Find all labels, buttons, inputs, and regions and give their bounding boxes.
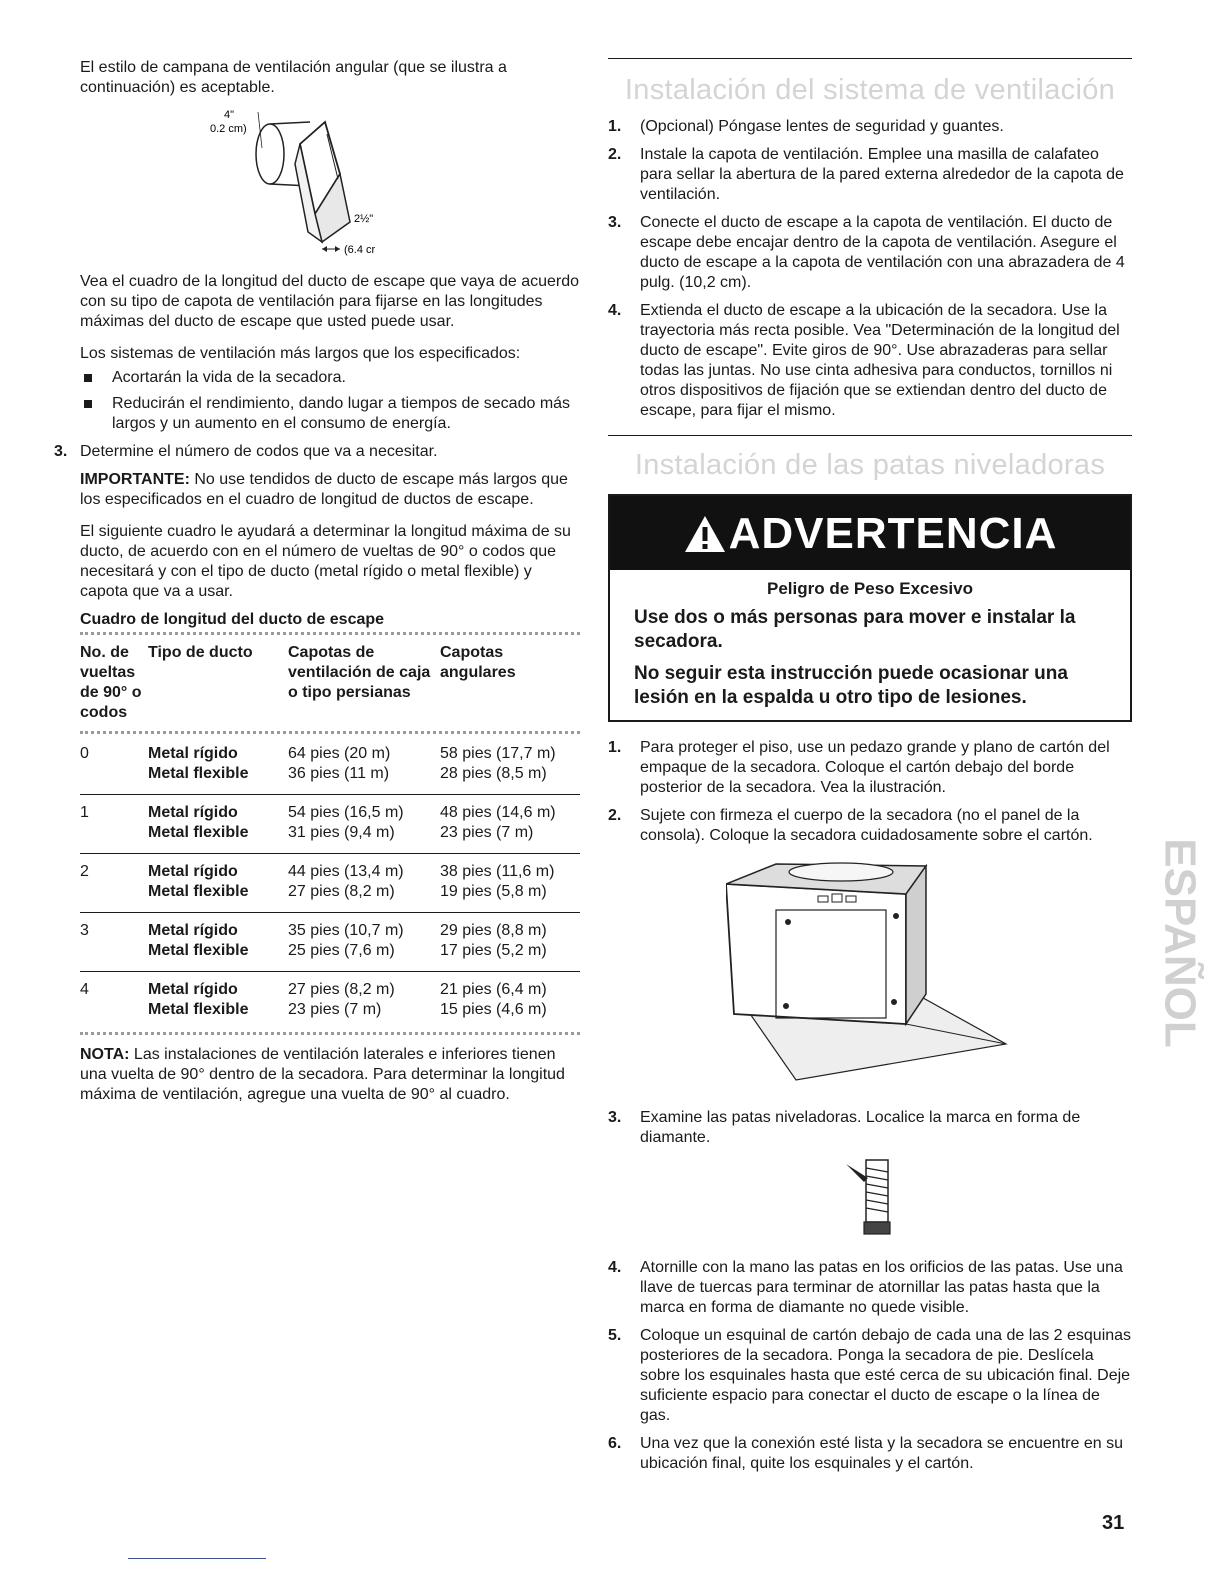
language-side-tab: [1150, 818, 1204, 1068]
footer-rule: [128, 1558, 266, 1559]
list-item: [608, 1108, 1132, 1148]
step-text: Conecte el ducto de escape a la capota de ventilación. El ducto de escape debe encajar dentro de la capota de ventilación. Asegure el ducto de escape a la capota de ventilación con una abrazadera de 4 pulg. (10,2 cm).: [640, 214, 1125, 291]
cell-rigid: Metal rígido: [148, 745, 238, 762]
hood-dim-2half-cm: (6.4 cr: [344, 244, 376, 256]
exhaust-length-table: [80, 637, 580, 1030]
list-item: [608, 1326, 1132, 1426]
leveling-leg-drawing: [844, 1156, 904, 1238]
leveling-legs-heading: Instalación de las patas niveladoras: [634, 449, 1106, 481]
cell-angled-rigid: 38 pies (11,6 m): [440, 863, 555, 880]
step-number: 3.: [54, 443, 68, 460]
step-number: 5.: [608, 1327, 622, 1344]
cell-turns: 1: [80, 795, 148, 854]
cell-angled-hood: [440, 854, 580, 913]
header-turns: No. de vueltas de 90° o codos: [80, 644, 142, 721]
cell-flexible: Metal flexible: [148, 765, 249, 782]
step-text: Una vez que la conexión esté lista y la secadora se encuentre en su ubicación final, quite los esquinales y el cartón.: [640, 1435, 1123, 1472]
warning-header: [610, 496, 1130, 570]
section-top-rule: [608, 58, 1132, 59]
step-number: 6.: [608, 1435, 622, 1452]
cell-box-flexible: 31 pies (9,4 m): [288, 824, 395, 841]
cell-box-rigid: 64 pies (20 m): [288, 745, 391, 762]
hood-dim-4in-cm: 0.2 cm): [210, 123, 247, 135]
table-title: Cuadro de longitud del ducto de escape: [80, 611, 385, 628]
list-item: [608, 301, 1132, 421]
table-header-row: [80, 637, 580, 729]
cell-box-hood: [288, 972, 440, 1031]
list-item: [608, 1258, 1132, 1318]
cell-angled-flexible: 28 pies (8,5 m): [440, 765, 547, 782]
cell-rigid: Metal rígido: [148, 922, 238, 939]
bullet-text: Acortarán la vida de la secadora.: [112, 369, 346, 386]
list-item: [608, 213, 1132, 293]
cell-angled-flexible: 23 pies (7 m): [440, 824, 534, 841]
cell-box-rigid: 35 pies (10,7 m): [288, 922, 404, 939]
angled-hood-illustration: [80, 104, 580, 264]
cell-box-hood: [288, 736, 440, 795]
step-text: Para proteger el piso, use un pedazo grande y plano de cartón del empaque de la secadora. Coloque el cartón debajo del borde posterior de la secadora. Vea la ilustración.: [640, 739, 1110, 796]
language-label: ESPAÑOL: [1155, 838, 1204, 1048]
warning-triangle-icon: [683, 514, 727, 554]
warning-body: [610, 570, 1130, 720]
cell-rigid: Metal rígido: [148, 863, 238, 880]
cell-duct-type: [148, 972, 288, 1031]
step-number: 2.: [608, 146, 622, 163]
list-item: [608, 117, 1132, 137]
list-item: [608, 1434, 1132, 1474]
cell-box-rigid: 44 pies (13,4 m): [288, 863, 404, 880]
leg-steps-list: [608, 738, 1132, 846]
cell-duct-type: [148, 913, 288, 972]
warning-subtitle: Peligro de Peso Excesivo: [767, 579, 973, 598]
list-item: [608, 738, 1132, 798]
cell-rigid: Metal rígido: [148, 981, 238, 998]
important-text: No use tendidos de ducto de escape más largos que los especificados en el cuadro de longitud de ductos de escape.: [80, 471, 568, 508]
cell-duct-type: [148, 854, 288, 913]
step-number: 4.: [608, 1259, 622, 1276]
cell-box-hood: [288, 913, 440, 972]
leveling-leg-illustration: [608, 1156, 1132, 1238]
hood-dim-4in: 4": [224, 109, 235, 121]
step-text: Examine las patas niveladoras. Localice la marca en forma de diamante.: [640, 1109, 1081, 1146]
dryer-drawing: [726, 854, 1026, 1090]
intro-text: El estilo de campana de ventilación angular (que se ilustra a continuación) es aceptable.: [80, 59, 507, 96]
cell-flexible: Metal flexible: [148, 942, 249, 959]
cell-box-rigid: 54 pies (16,5 m): [288, 804, 404, 821]
cell-box-flexible: 25 pies (7,6 m): [288, 942, 395, 959]
cell-turns: 0: [80, 745, 89, 762]
cell-angled-rigid: 29 pies (8,8 m): [440, 922, 547, 939]
table-row: [80, 972, 580, 1031]
cell-angled-flexible: 15 pies (4,6 m): [440, 1001, 547, 1018]
step-text: Coloque un esquinal de cartón debajo de cada una de las 2 esquinas posteriores de la secadora. Ponga la secadora de pie. Deslícela sobre los esquinales hasta que esté cerca de su ubicación final. Deje suficiente espacio para conectar el ducto de escape o la línea de gas.: [640, 1327, 1132, 1424]
step-text: Determine el número de codos que va a necesitar.: [80, 443, 438, 460]
cell-angled-rigid: 48 pies (14,6 m): [440, 804, 556, 821]
cell-angled-hood: [440, 736, 580, 795]
cell-angled-rigid: 21 pies (6,4 m): [440, 981, 547, 998]
warning-instruction: Use dos o más personas para mover e instalar la secadora.: [634, 607, 1076, 652]
step-number: 2.: [608, 807, 622, 824]
cell-flexible: Metal flexible: [148, 824, 249, 841]
chart-help-paragraph: El siguiente cuadro le ayudará a determinar la longitud máxima de su ducto, de acuerdo con en el número de vueltas de 90° o codos que necesitará y con el tipo de ducto (metal rígido o metal flexible) y capota que va a usar.: [80, 523, 571, 600]
cell-box-rigid: 27 pies (8,2 m): [288, 981, 395, 998]
cell-angled-rigid: 58 pies (17,7 m): [440, 745, 556, 762]
cell-duct-type: [148, 795, 288, 854]
dryer-on-cardboard-illustration: [608, 854, 1132, 1094]
warning-box: [608, 494, 1132, 722]
cell-flexible: Metal flexible: [148, 1001, 249, 1018]
bullet-square-icon: [84, 374, 92, 382]
hood-dim-2half: 2½": [354, 213, 374, 225]
step-number: 3.: [608, 214, 622, 231]
vent-steps-list: [608, 117, 1132, 421]
table-row: [80, 854, 580, 913]
angled-hood-drawing: [150, 104, 390, 264]
cell-box-flexible: 23 pies (7 m): [288, 1001, 382, 1018]
step-text: Atornille con la mano las patas en los orificios de las patas. Use una llave de tuercas para terminar de atornillar las patas hasta que la marca en forma de diamante no quede visible.: [640, 1259, 1123, 1316]
bullet-text: Reducirán el rendimiento, dando lugar a tiempos de secado más largos y un aumento en el consumo de energía.: [112, 395, 571, 432]
length-chart-paragraph: Vea el cuadro de la longitud del ducto de escape que vaya de acuerdo con su tipo de capota de ventilación para fijarse en las longitudes máximas del ducto de escape que usted puede usar.: [80, 273, 580, 330]
cell-turns: 3: [80, 913, 148, 972]
important-note: [80, 470, 580, 510]
step-text: (Opcional) Póngase lentes de seguridad y guantes.: [640, 118, 1004, 135]
warning-title: ADVERTENCIA: [728, 509, 1058, 558]
step-3-elbows: [54, 442, 580, 602]
step-text: Extienda el ducto de escape a la ubicación de la secadora. Use la trayectoria más recta posible. Vea "Determinación de la longitud del ducto de escape". Evite giros de 90°. Use abrazaderas para sellar todas las juntas. No use cinta adhesiva para conductos, tornillos ni otros dispositivos de fijación que se extiendan dentro del ducto de escape, para fijar el mismo.: [640, 302, 1120, 419]
warning-consequence: No seguir esta instrucción puede ocasionar una lesión en la espalda u otro tipo de lesiones.: [634, 663, 1068, 708]
page-number: 31: [1102, 1512, 1125, 1534]
cell-box-hood: [288, 795, 440, 854]
step-number: 3.: [608, 1109, 622, 1126]
nota-paragraph: [80, 1045, 580, 1105]
list-item: [608, 806, 1132, 846]
cell-box-flexible: 27 pies (8,2 m): [288, 883, 395, 900]
cell-angled-hood: [440, 795, 580, 854]
cell-box-flexible: 36 pies (11 m): [288, 765, 390, 782]
longer-systems-paragraph: Los sistemas de ventilación más largos que los especificados:: [80, 345, 521, 362]
step-number: 1.: [608, 118, 622, 135]
cell-angled-hood: [440, 913, 580, 972]
consequences-list: [80, 368, 580, 434]
important-label: IMPORTANTE:: [80, 471, 190, 488]
left-column: [54, 58, 580, 1105]
cell-turns: 4: [80, 972, 148, 1031]
cell-angled-flexible: 17 pies (5,2 m): [440, 942, 547, 959]
cell-turns: 2: [80, 854, 148, 913]
cell-duct-type: [148, 736, 288, 795]
list-item: [608, 145, 1132, 205]
header-bottom-rule: [80, 731, 580, 734]
step-text: Sujete con firmeza el cuerpo de la secadora (no el panel de la consola). Coloque la secadora cuidadosamente sobre el cartón.: [640, 807, 1093, 844]
section-divider: [608, 435, 1132, 436]
bullet-square-icon: [84, 400, 92, 408]
cell-angled-flexible: 19 pies (5,8 m): [440, 883, 547, 900]
list-item: [80, 394, 580, 434]
step-number: 4.: [608, 302, 622, 319]
list-item: [80, 368, 580, 388]
cell-rigid: Metal rígido: [148, 804, 238, 821]
header-box-hoods: Capotas de ventilación de caja o tipo persianas: [288, 644, 431, 701]
header-angled-hoods: Capotas angulares: [440, 644, 516, 681]
cell-angled-hood: [440, 972, 580, 1031]
vent-install-heading: Instalación del sistema de ventilación: [624, 74, 1116, 106]
table-row: [80, 795, 580, 854]
table-bottom-rule: [80, 1032, 580, 1035]
right-column: [608, 58, 1132, 1482]
language-tab-text: [1150, 818, 1204, 1068]
leg-steps-list-continued: [608, 1258, 1132, 1474]
table-row: [80, 736, 580, 795]
step-text: Instale la capota de ventilación. Emplee una masilla de calafateo para sellar la abertura de la pared externa alrededor de la capota de ventilación.: [640, 146, 1124, 203]
header-duct-type: Tipo de ducto: [148, 644, 253, 661]
table-top-rule: [80, 632, 580, 635]
nota-text: Las instalaciones de ventilación laterales e inferiores tienen una vuelta de 90° dentro de la secadora. Para determinar la longitud máxima de ventilación, agregue una vuelta de 90° al cuadro.: [80, 1046, 565, 1103]
table-row: [80, 913, 580, 972]
nota-label: NOTA:: [80, 1046, 130, 1063]
cell-box-hood: [288, 854, 440, 913]
step-number: 1.: [608, 739, 622, 756]
cell-flexible: Metal flexible: [148, 883, 249, 900]
